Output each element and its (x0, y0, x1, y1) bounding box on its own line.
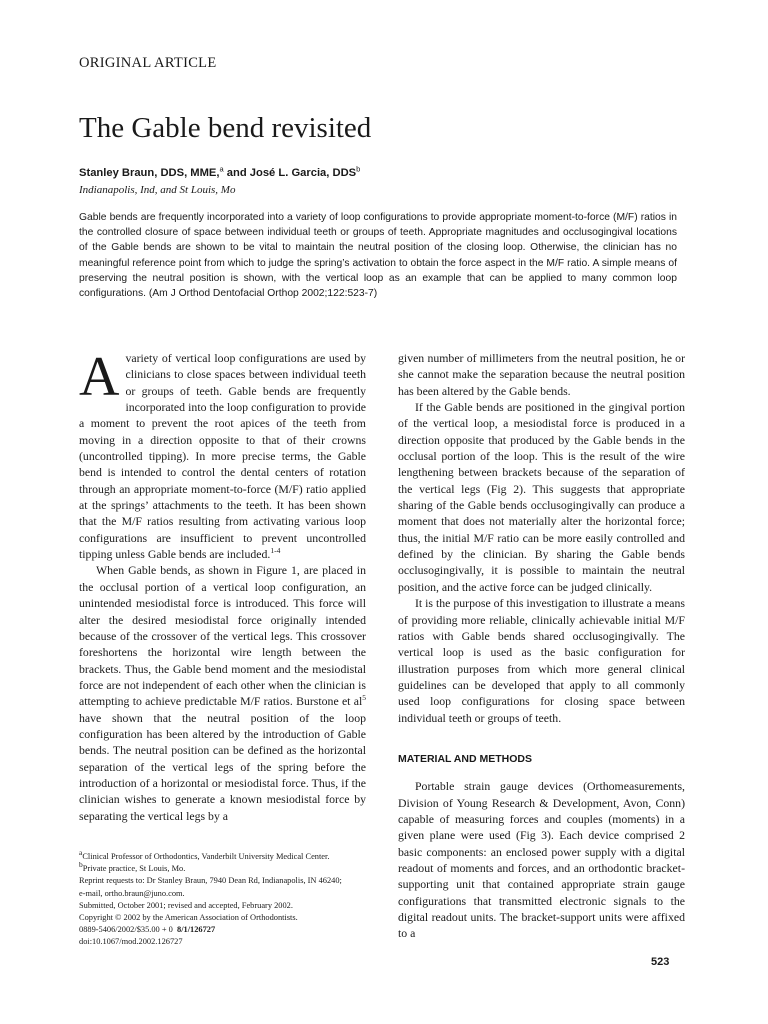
body-paragraph-4: It is the purpose of this investigation to illustrate a means of providing more reliable, clinically achievable initial M/F ratios with Gable bends shared occlusogingivally. The vertical loop is used as the basic configuration for illustration purposes from which more general clinical guidelines can be developed that apply to all commonly used loop configurations for closing space between individual teeth or groups of teeth. (398, 596, 685, 725)
page-number: 523 (651, 956, 670, 968)
footnote-a (79, 848, 366, 863)
author-affiliation: Indianapolis, Ind, and St Louis, Mo (79, 184, 236, 196)
footnote-a-text: Clinical Professor of Orthodontics, Vanderbilt University Medical Center. (82, 852, 330, 861)
body-paragraph-2-text-a: When Gable bends, as shown in Figure 1, are placed in the occlusal portion of a vertical loop configuration, an unintended mesiodistal force is introduced. This force will alter the desired mesiodistal force originally intended because of the crossover of the vertical legs. This crossover foreshortens the horizontal wire length between the brackets. Thus, the Gable bend moment and the mesiodistal force are not independent of each other when the clinician is attempting to achieve predictable M/F ratios. Burstone et al (79, 563, 366, 709)
footnotes (79, 848, 366, 949)
reprint-requests-line-2: e-mail, ortho.braun@juno.com. (79, 888, 185, 898)
author-line (79, 164, 361, 179)
body-paragraph-5: Portable strain gauge devices (Orthomeasurements, Division of Young Research & Development, Avon, Conn) capable of measuring forces and couples (moments) in a given plane were used (Fig 3). Each device comprised 2 basic components: an enclosed power supply with a digital readout of moments and forces, and an orthodontic bracket-supporting unit that contained appropriate strain gauge configurations that transmitted electronic signals to the digital readout units. The bracket-support units were affixed to a (398, 779, 685, 941)
author-garcia: José L. Garcia, DDS (249, 167, 357, 179)
issn-code: 8/1/126727 (177, 925, 216, 935)
body-paragraph-2-text-b: have shown that the neutral position of the loop configuration has been altered by the introduction of Gable bends. The neutral position can be defined as the horizontal separation of the vertical legs of the spring before the introduction of a horizontal or mesiodistal force. Thus, if the clinician wishes to generate a known mesiodistal force by separating the vertical legs by a (79, 710, 366, 823)
footnote-b-text: Private practice, St Louis, Mo. (82, 864, 186, 874)
author-conjunction: and (223, 167, 250, 179)
author-braun: Stanley Braun, DDS, MME, (79, 167, 220, 179)
body-column-left (79, 346, 366, 824)
abstract: Gable bends are frequently incorporated into a variety of loop configurations to provide appropriate moment-to-force (M/F) ratios in the controlled closure of space between individual teeth or groups of teeth. Appropriate magnitudes and occlusogingival locations of the Gable bends are shown to be vital to maintain the neutral position of the closing loop. Otherwise, the clinician has no meaningful reference point from which to judge the spring’s activation to obtain the force aspect in the M/F ratio. A simple means of preserving the neutral position is shown, with the vertical loop as an example that can be applied to many common loop configurations. (Am J Orthod Dentofacial Orthop 2002;122:523-7) (79, 212, 677, 300)
body-paragraph-2-continued: given number of millimeters from the neutral position, he or she cannot make the separation because the neutral position has been altered by the Gable bends. (398, 351, 685, 398)
issn-price: 0889-5406/2002/$35.00 + 0 (79, 925, 173, 935)
drop-cap: A (79, 346, 120, 408)
body-paragraph-1 (79, 346, 366, 562)
body-paragraph-3: If the Gable bends are positioned in the gingival portion of the vertical loop, a mesiodistal force is produced in a direction opposite that produced by the Gable bends in the occlusal portion of the loop. This is the result of the wire lengthening between brackets because of the separation of the vertical legs (Fig 2). This suggests that appropriate sharing of the Gable bends occlusogingivally can produce a moment that does not materially alter the horizontal force; thus, the initial M/F ratio can be more easily controlled and defined by the clinician. By sharing the Gable bends occlusogingivally, it is possible to maintain the neutral position, and the active force can be judged clinically. (398, 400, 685, 594)
footnote-a-mark: a (79, 848, 83, 858)
body-paragraph-2 (79, 562, 366, 824)
footnote-b (79, 860, 366, 875)
citation-ref: 5 (362, 693, 366, 703)
author-garcia-affil-mark: b (356, 164, 361, 174)
citation-ref: 1-4 (270, 546, 281, 556)
copyright-notice: Copyright © 2002 by the American Association of Orthodontists. (79, 913, 298, 923)
reprint-requests-line-1: Reprint requests to: Dr Stanley Braun, 7940 Dean Rd, Indianapolis, IN 46240; (79, 876, 342, 886)
submission-dates: Submitted, October 2001; revised and accepted, February 2002. (79, 900, 293, 910)
section-heading-methods: MATERIAL AND METHODS (398, 752, 532, 765)
doi: doi:10.1067/mod.2002.126727 (79, 937, 183, 947)
section-label: ORIGINAL ARTICLE (79, 55, 217, 71)
body-column-right (398, 350, 685, 942)
author-braun-affil-mark: a (219, 164, 224, 174)
footnote-b-mark: b (79, 860, 83, 870)
body-paragraph-1-text: variety of vertical loop configurations are used by clinicians to close spaces between individual teeth or groups of teeth. Gable bends are frequently incorporated into the loop configuration to provide a moment to prevent the root apices of the teeth from moving in a direction opposite to that of their crowns (uncontrolled tipping). In more precise terms, the Gable bend is intended to control the dental centers of rotation through an appropriate moment-to-force (M/F) ratio applied at the springs’ attachments to the teeth. It has been shown that the M/F ratios resulting from activating various loop configurations are insufficient to prevent uncontrolled tipping unless Gable bends are included. (79, 351, 366, 562)
issn-line (79, 924, 366, 936)
article-title: The Gable bend revisited (79, 112, 372, 144)
